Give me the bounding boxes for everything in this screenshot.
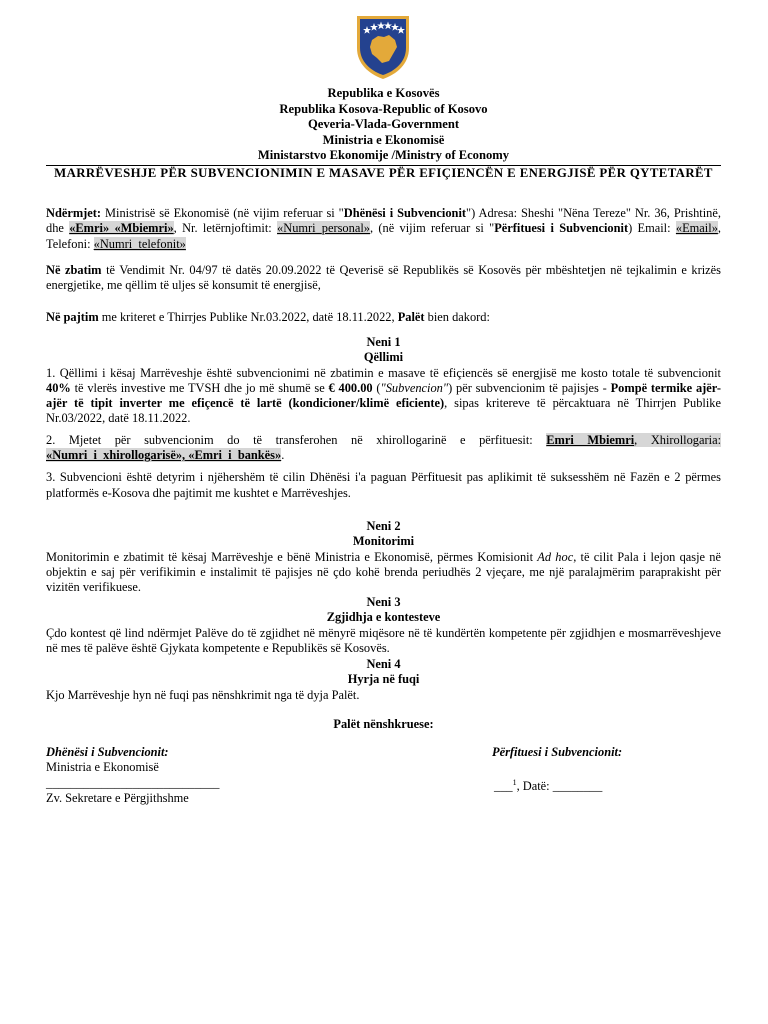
grantor-signature-title: Dhënësi i Subvencionit:: [46, 745, 169, 759]
parties-paragraph: [46, 206, 721, 252]
article-4-paragraph: Kjo Marrëveshje hyn në fuqi pas nënshkrimit nga të dyja Palët.: [46, 687, 360, 702]
article-1: [46, 335, 721, 501]
date-blank-line: ________: [552, 779, 603, 794]
agreement-label: Në pajtim: [46, 310, 99, 324]
agreement-section: [46, 310, 721, 325]
pursuant-paragraph: [46, 263, 721, 294]
signatures-heading: Palët nënshkruese:: [333, 717, 434, 731]
beneficiary-term: Përfituesi i Subvencionit: [494, 221, 629, 236]
article-text: 2. Mjetet për subvencionim do të transferohen në xhirollogarinë e përfituesit:: [46, 432, 547, 447]
article-3-paragraph: Çdo kontest që lind ndërmjet Palëve do të zgjidhet në mënyrë miqësore në të kundërtën kompetente për zgjidhjen e mosmarrëveshjeve në mes të palëve është Gjykata kompetente e Republikës së Kosovës.: [46, 625, 721, 655]
article-3: [46, 595, 721, 656]
signatures-heading-wrap: [46, 717, 721, 732]
kosovo-coat-of-arms-icon: [353, 14, 413, 80]
article-4: [46, 657, 721, 703]
article-number: Neni 3: [366, 595, 401, 609]
parties-term: Palët: [397, 310, 425, 324]
parties-section: [46, 206, 721, 252]
document-title: MARRËVESHJE PËR SUBVENCIONIMIN E MASAVE PËR EFIÇIENCËN E ENERGJISË PËR QYTETARËT: [54, 165, 713, 180]
article-text: .: [281, 448, 285, 463]
article-text: ) për subvencionim të pajisjes -: [448, 380, 611, 395]
article-title: Qëllimi: [363, 350, 404, 365]
agreement-text: me kriteret e Thirrjes Publike Nr.03.2022, datë 18.11.2022,: [98, 310, 398, 324]
article-text: Monitorimin e zbatimit të kësaj Marrëveshje e bënë Ministria e Ekonomisë, përmes Komisionit: [46, 549, 538, 564]
device-description: Pompë termike ajër-ajër të tipit inverter me efiçencë të lartë (kondicioner/klimë eficiente): [46, 380, 721, 411]
header-line: Ministria e Ekonomisë: [322, 132, 445, 147]
personal-number-merge-field: «Numri_personal»: [277, 221, 370, 236]
article-text: , sipas kritereve të përcaktuara në Thirrjen Publike Nr.03/2022, datë 18.11.2022.: [46, 396, 721, 426]
parties-text: , Nr. letërnjoftimit:: [173, 221, 278, 236]
article-text: të vlerës investive me TVSH dhe jo më shumë se: [70, 380, 329, 395]
header-line: Ministarstvo Ekonomije /Ministry of Economy: [257, 148, 510, 163]
pursuant-label: Në zbatim: [46, 263, 102, 277]
grantor-organization: Ministria e Ekonomisë: [46, 760, 159, 775]
article-title: Hyrja në fuqi: [347, 672, 420, 687]
article-number: Neni 2: [366, 519, 401, 533]
amount-value: € 400.00: [328, 380, 373, 395]
adhoc-term: Ad hoc: [537, 549, 574, 564]
bank-account-merge-field: «Numri_i_xhirollogarisë», «Emri_i_bankës»: [46, 448, 282, 463]
header-line: Qeveria-Vlada-Government: [307, 117, 460, 132]
phone-merge-field: «Numri_telefonit»: [93, 236, 186, 251]
article-1-paragraph-3: 3. Subvencioni është detyrim i njëhershëm të cilin Dhënësi i'a paguan Përfituesit pas aplikimit të suksesshëm në Fazën e 2 përmes platformës e-Kosova dhe pajtimit me kushtet e Marrëveshjes.: [46, 470, 721, 500]
grantor-signature-block: [46, 745, 219, 806]
grantor-role: Zv. Sekretare e Përgjithshme: [46, 790, 189, 805]
percentage-value: 40%: [46, 380, 71, 395]
article-2: [46, 519, 721, 595]
parties-text: ") Adresa: Sheshi "Nëna Tereze" Nr. 36, Prishtinë, dhe: [46, 206, 721, 236]
parties-text: , Telefoni:: [46, 221, 721, 251]
article-1-paragraph-1: [46, 366, 721, 427]
letterhead: [46, 86, 721, 180]
parties-text: Ministrisë së Ekonomisë (në vijim referuar si ": [101, 206, 344, 220]
article-2-paragraph: [46, 550, 721, 596]
name-merge-field: «Emri» «Mbiemri»: [69, 221, 174, 236]
article-number: Neni 1: [366, 335, 401, 349]
pursuant-section: [46, 263, 721, 294]
agreement-paragraph: [46, 310, 721, 325]
header-line: Republika e Kosovës: [327, 86, 440, 100]
article-number: Neni 4: [366, 657, 401, 671]
parties-label: Ndërmjet:: [46, 206, 102, 220]
agreement-text: bien dakord:: [424, 310, 490, 324]
article-title: Monitorimi: [352, 534, 415, 549]
article-1-paragraph-2: [46, 433, 721, 464]
beneficiary-signature-title: Përfituesi i Subvencionit:: [492, 745, 623, 759]
parties-text: , (në vijim referuar si ": [369, 221, 495, 236]
date-label: , Datë:: [516, 779, 553, 794]
article-title: Zgjidhja e kontesteve: [326, 610, 441, 625]
article-text: 1. Qëllimi i kësaj Marrëveshje është subvencionimi në zbatimin e masave të efiçiencës së energjisë me kosto totale të subvencionit: [46, 365, 721, 380]
article-text: , Xhirollogaria:: [634, 432, 722, 447]
article-text: (: [372, 380, 381, 395]
account-holder-merge-field: Emri Mbiemri: [546, 432, 635, 447]
grantor-term: Dhënësi i Subvencionit: [343, 206, 467, 220]
parties-text: ) Email:: [628, 221, 676, 236]
email-merge-field: «Email»: [675, 221, 718, 236]
subsidy-term: "Subvencion": [380, 380, 449, 395]
beneficiary-signature-row: [494, 775, 622, 794]
header-line: Republika Kosova-Republic of Kosovo: [279, 101, 488, 116]
grantor-signature-line: ____________________________: [46, 775, 220, 790]
article-text: , të cilit Pala i lejon qasje në objektin e saj për verifikimin e instalimit të pajisjes në çdo kohë brenda periudhës 2 vjeçare, me një paralajmërim paraprakisht për vizitën verifikuese.: [46, 549, 721, 595]
footnote-marker: 1: [512, 778, 517, 788]
pursuant-text: të Vendimit Nr. 04/97 të datës 20.09.2022 të Qeverisë së Republikës së Kosovës për mbështetjen në tejkalimin e krizës energjetike, me qëllim të uljes së konsumit të energjisë,: [46, 263, 721, 293]
beneficiary-signature-block: [492, 745, 622, 795]
beneficiary-signature-line: ___: [494, 779, 513, 794]
